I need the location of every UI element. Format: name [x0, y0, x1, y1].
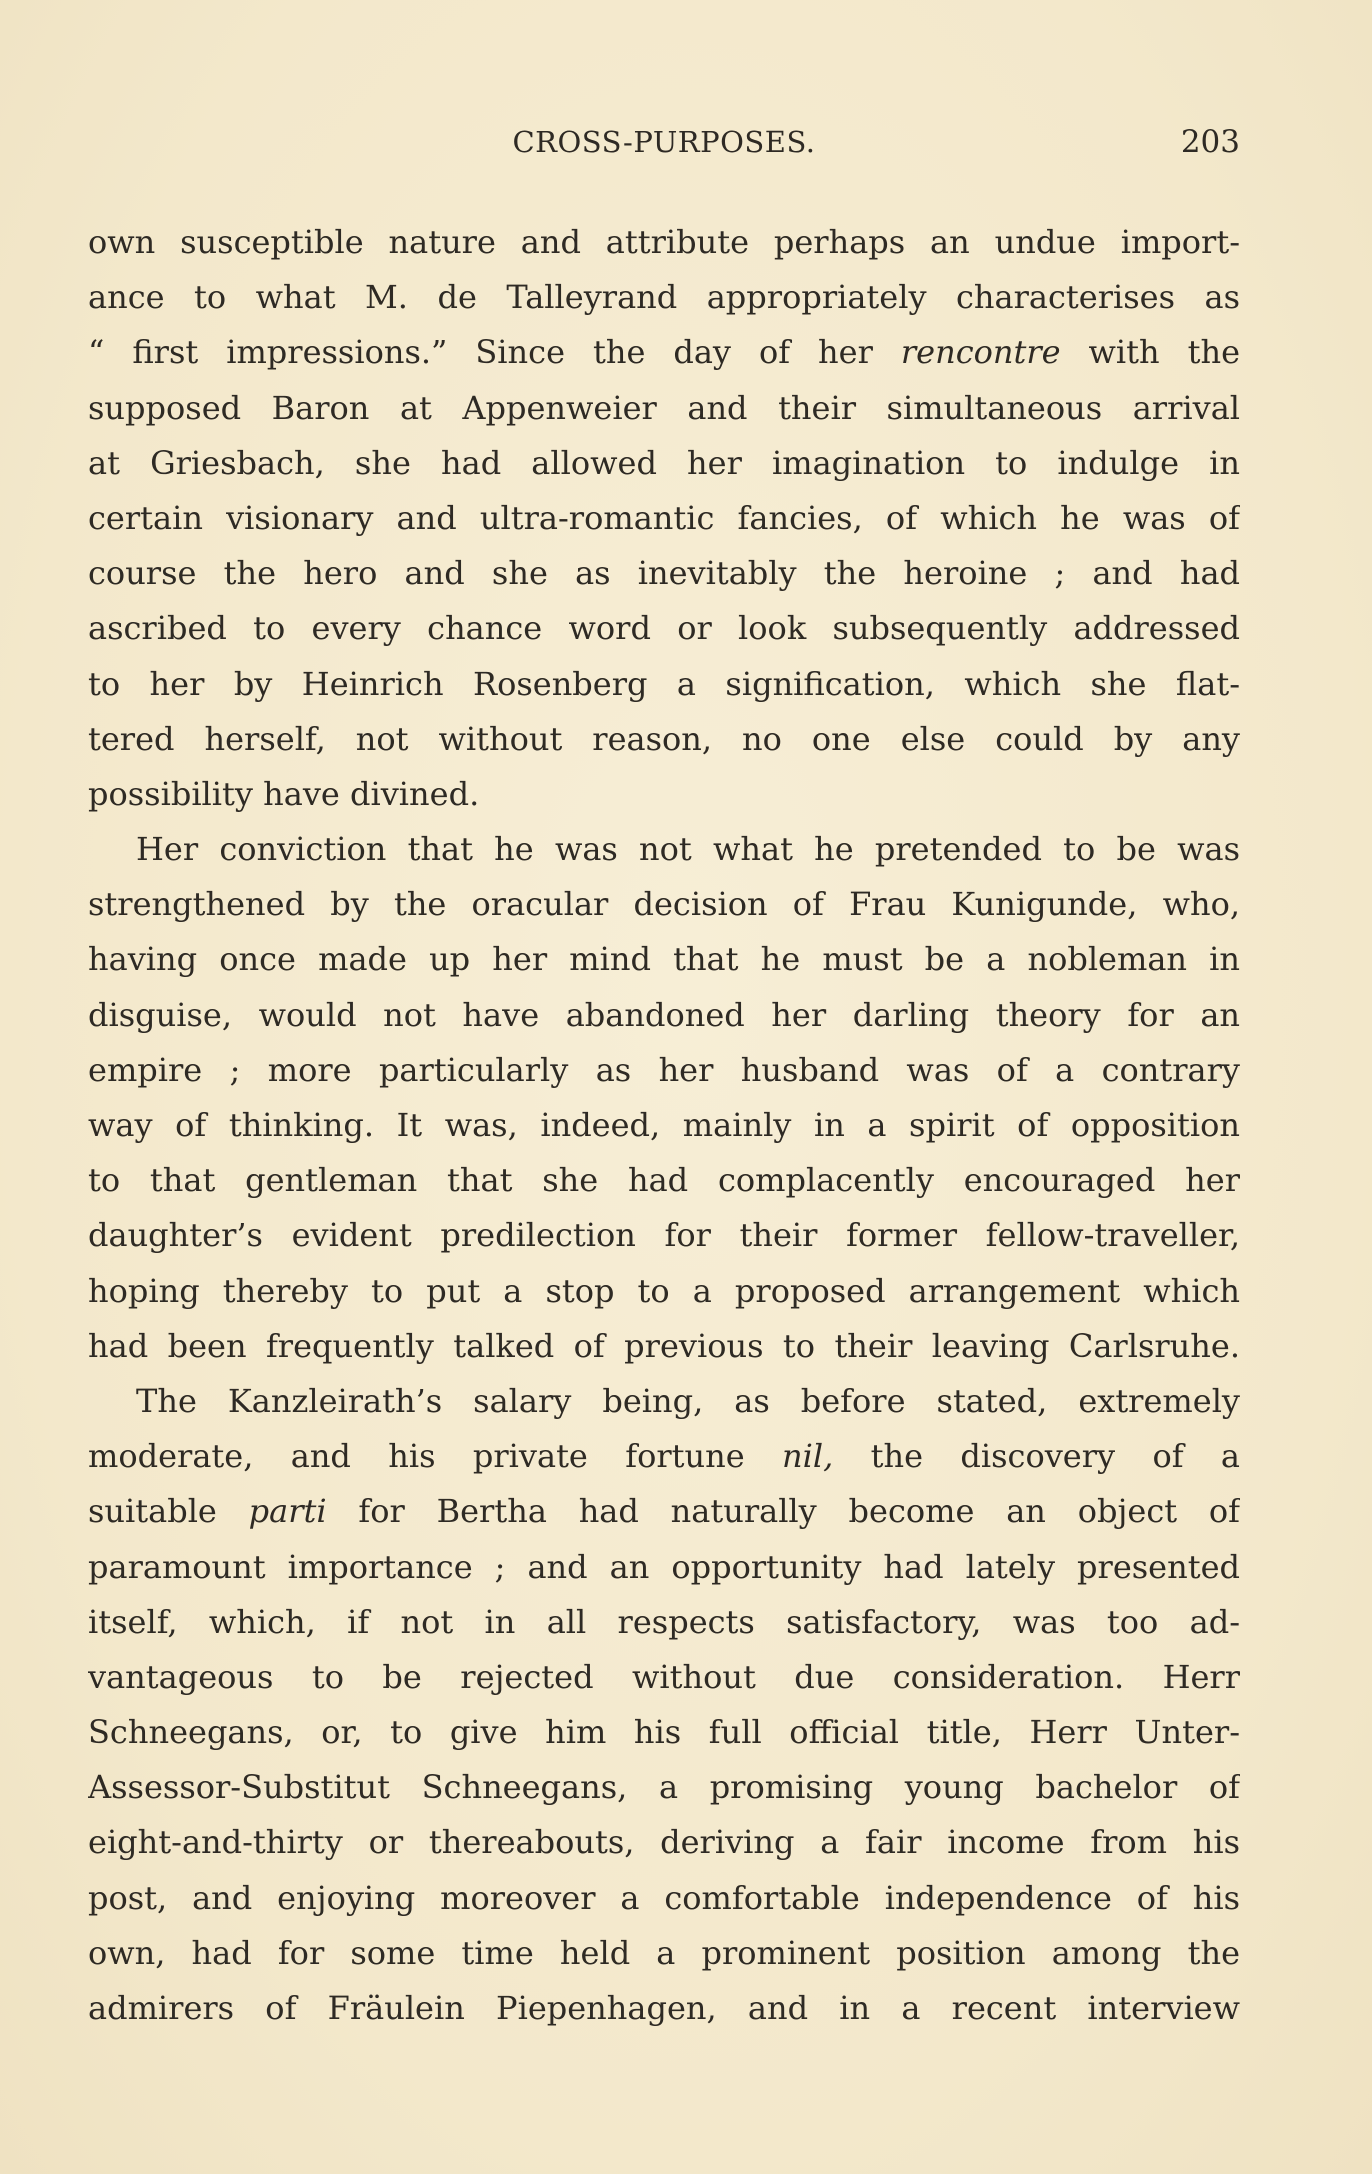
text-line: to her by Heinrich Rosenberg a signification, which she flat- — [88, 664, 1240, 703]
text-line: tered herself, not without reason, no one else could by any — [88, 719, 1240, 758]
body-text — [88, 215, 1240, 2036]
text-line: course the hero and she as inevitably the heroine ; and had — [88, 554, 1240, 593]
text-line: suitable parti for Bertha had naturally become an object of — [88, 1492, 1240, 1531]
text-line: post, and enjoying moreover a comfortable independence of his — [88, 1878, 1240, 1917]
running-head — [88, 122, 1240, 162]
page-number: 203 — [1180, 124, 1240, 160]
text-line: way of thinking. It was, indeed, mainly in a spirit of opposition — [88, 1106, 1240, 1144]
text-line: ance to what M. de Talleyrand appropriately characterises as — [88, 278, 1240, 317]
text-line: ascribed to every chance word or look subsequently addressed — [88, 609, 1240, 648]
text-line: paramount importance ; and an opportunity had lately presented — [88, 1547, 1240, 1586]
text-line: vantageous to be rejected without due consideration. Herr — [88, 1657, 1240, 1696]
text-line: Schneegans, or, to give him his full official title, Herr Unter- — [88, 1713, 1240, 1752]
text-line: possibility have divined. — [88, 774, 480, 813]
running-title: CROSS-PURPOSES. — [512, 125, 816, 159]
text-line: own, had for some time held a prominent position among the — [88, 1933, 1240, 1972]
text-line: having once made up her mind that he must be a nobleman in — [88, 940, 1240, 979]
italic-word: rencontre — [900, 333, 1061, 372]
text-line: own susceptible nature and attribute perhaps an undue import- — [88, 223, 1240, 261]
text-line: hoping thereby to put a stop to a proposed arrangement which — [88, 1271, 1240, 1310]
text-line: had been frequently talked of previous to their leaving Carlsruhe. — [88, 1326, 1240, 1365]
text-line: Assessor-Substitut Schneegans, a promising young bachelor of — [88, 1768, 1240, 1807]
text-line: itself, which, if not in all respects satisfactory, was too ad- — [88, 1602, 1240, 1641]
text-line: moderate, and his private fortune nil, the discovery of a — [88, 1437, 1240, 1476]
text-line: admirers of Fräulein Piepenhagen, and in a recent interview — [88, 1989, 1240, 2027]
text-line: disguise, would not have abandoned her darling theory for an — [88, 995, 1240, 1034]
text-line: empire ; more particularly as her husband was of a contrary — [88, 1050, 1240, 1089]
paragraph-first-line: Her conviction that he was not what he pretended to be was — [136, 830, 1240, 869]
text-line: supposed Baron at Appenweier and their simultaneous arrival — [88, 388, 1240, 427]
text-line: to that gentleman that she had complacently encouraged her — [88, 1161, 1240, 1200]
paragraph-first-line: The Kanzleirath’s salary being, as before stated, extremely — [136, 1381, 1240, 1420]
italic-word: nil, — [782, 1437, 834, 1476]
text-line: daughter’s evident predilection for their former fellow-traveller, — [88, 1216, 1240, 1255]
italic-word: parti — [248, 1492, 327, 1531]
text-line: certain visionary and ultra-romantic fancies, of which he was of — [88, 498, 1240, 537]
text-line: eight-and-thirty or thereabouts, deriving a fair income from his — [88, 1823, 1240, 1862]
text-line: strengthened by the oracular decision of Frau Kunigunde, who, — [88, 885, 1240, 924]
text-line: at Griesbach, she had allowed her imagination to indulge in — [88, 443, 1240, 482]
text-line: “ first impressions.” Since the day of her rencontre with the — [88, 333, 1240, 372]
